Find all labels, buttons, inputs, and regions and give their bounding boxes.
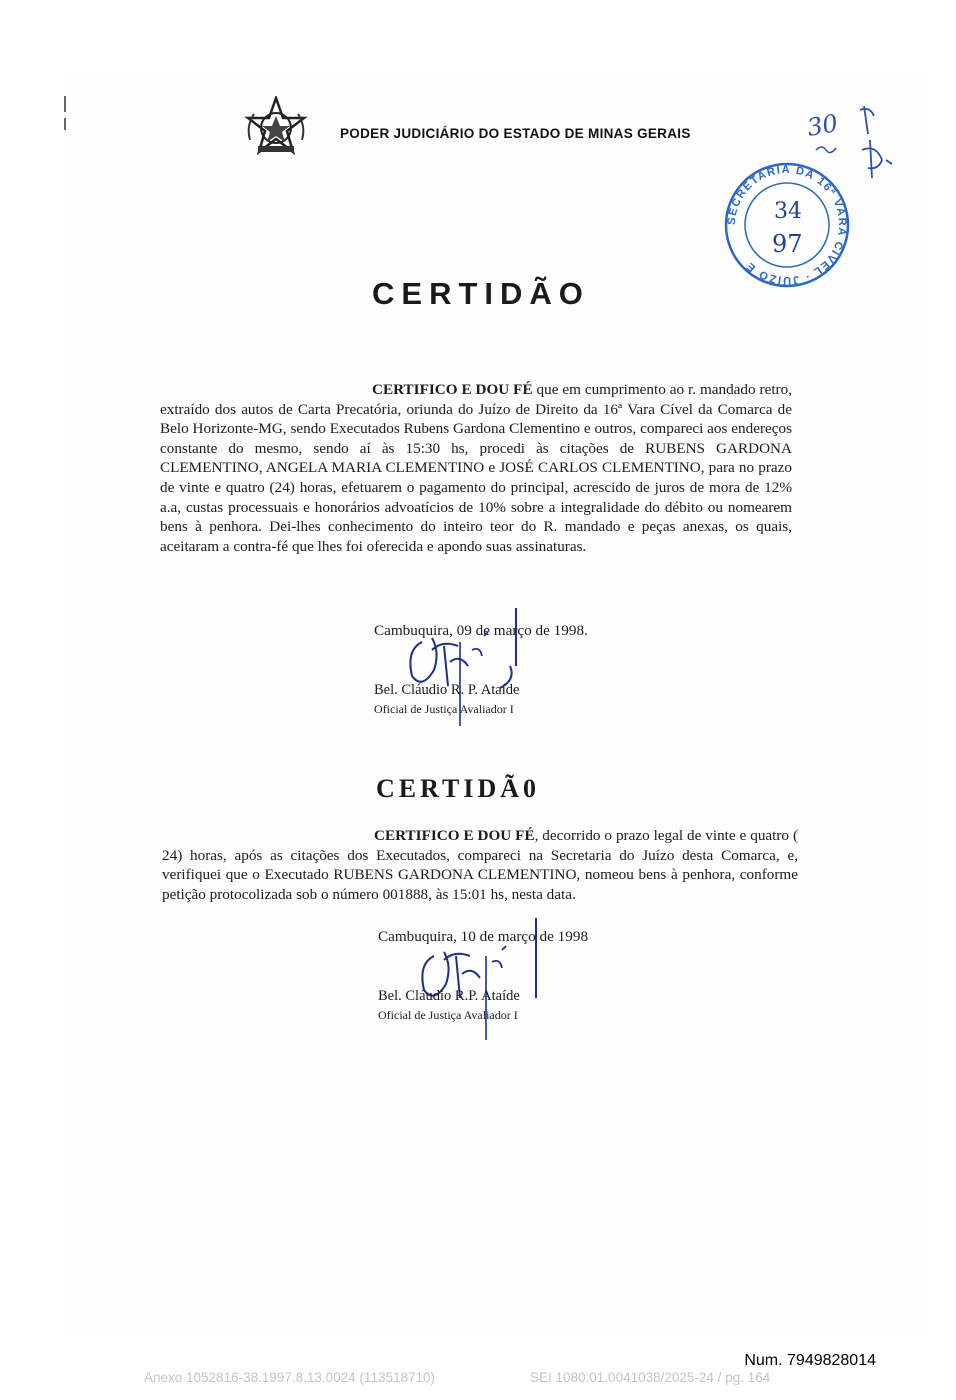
signer-2: Bel. Cláudio R.P. Ataíde: [378, 988, 520, 1004]
scan-mark: [64, 118, 66, 130]
certidao-text-1: que em cumprimento ao r. mandado retro, extraído dos autos de Carta Precatória, oriunda do Juízo de Direito da 16ª Vara Cível da Comarca de Belo Horizonte-MG, sendo Executados Rubens Gardona Clementino e outros, compareci aos endereços constante do mesmo, sendo aí às 15:30 hs, procedi às citações de RUBENS GARDONA CLEMENTINO, ANGELA MARIA CLEMENTINO e JOSÉ CARLOS CLEMENTINO, para no prazo de vinte e quatro (24) horas, efetuarem o pagamento do principal, acrescido de juros de mora de 12% a.a, custas processuais e honorários advoatícios de 10% sobre a integralidade do débito ou nomearem bens à penhora. Dei-lhes conhecimento do inteiro teor do R. mandado e peças anexas, os quais, aceitaram a contra-fé que lhes foi oferecida e apondo suas assinaturas.: [160, 381, 792, 555]
certidao-lead-2: CERTIFICO E DOU FÉ: [374, 827, 535, 844]
place-date-2: Cambuquira, 10 de março de 1998: [378, 928, 589, 945]
signer-role-1: Oficial de Justiça Avaliador I: [374, 702, 514, 716]
certidao-text-2: , decorrido o prazo legal de vinte e quatro ( 24) horas, após as citações dos Executados, compareci na Secretaria do Juízo desta Comarca, e, verifiquei que o Executado RUBENS GARDONA CLEMENTINO, nomeou bens à penhora, conforme petição protocolizada sob o número 001888, às 15:01 hs, nesta data.: [162, 827, 799, 903]
signer-1: Bel. Cláudio R. P. Ataíde: [374, 682, 520, 698]
certidao-title-2: CERTIDÃ0: [376, 774, 540, 803]
sei-reference: SEI 1080.01.0041038/2025-24 / pg. 164: [530, 1370, 771, 1385]
stamp-sheet-number: 34: [774, 199, 802, 224]
stamp-extra-number: 97: [772, 230, 803, 258]
signer-role-2: Oficial de Justiça Avaliador I: [378, 1008, 518, 1022]
place-date-1: Cambuquira, 09 de março de 1998.: [374, 622, 588, 639]
institution-header: PODER JUDICIÁRIO DO ESTADO DE MINAS GERAIS: [340, 126, 691, 141]
scan-mark: [64, 96, 66, 112]
certidao-lead-1: CERTIFICO E DOU FÉ: [372, 381, 533, 398]
certidao-body-2: [162, 826, 798, 904]
page-number-text: 30: [805, 109, 841, 142]
stamp-text: SECRETARIA DA 16ª VARA CÍVEL · JUÍZO E: [725, 163, 849, 287]
state-crest-icon: [244, 96, 308, 160]
handwritten-page-number: [800, 100, 900, 190]
document-number: Num. 7949828014: [744, 1352, 876, 1369]
certidao-title-1: CERTIDÃO: [372, 276, 590, 311]
annex-reference: Anexo 1052816-38.1997.8.13.0024 (113518710): [144, 1370, 436, 1385]
certidao-body-1: [160, 380, 792, 556]
